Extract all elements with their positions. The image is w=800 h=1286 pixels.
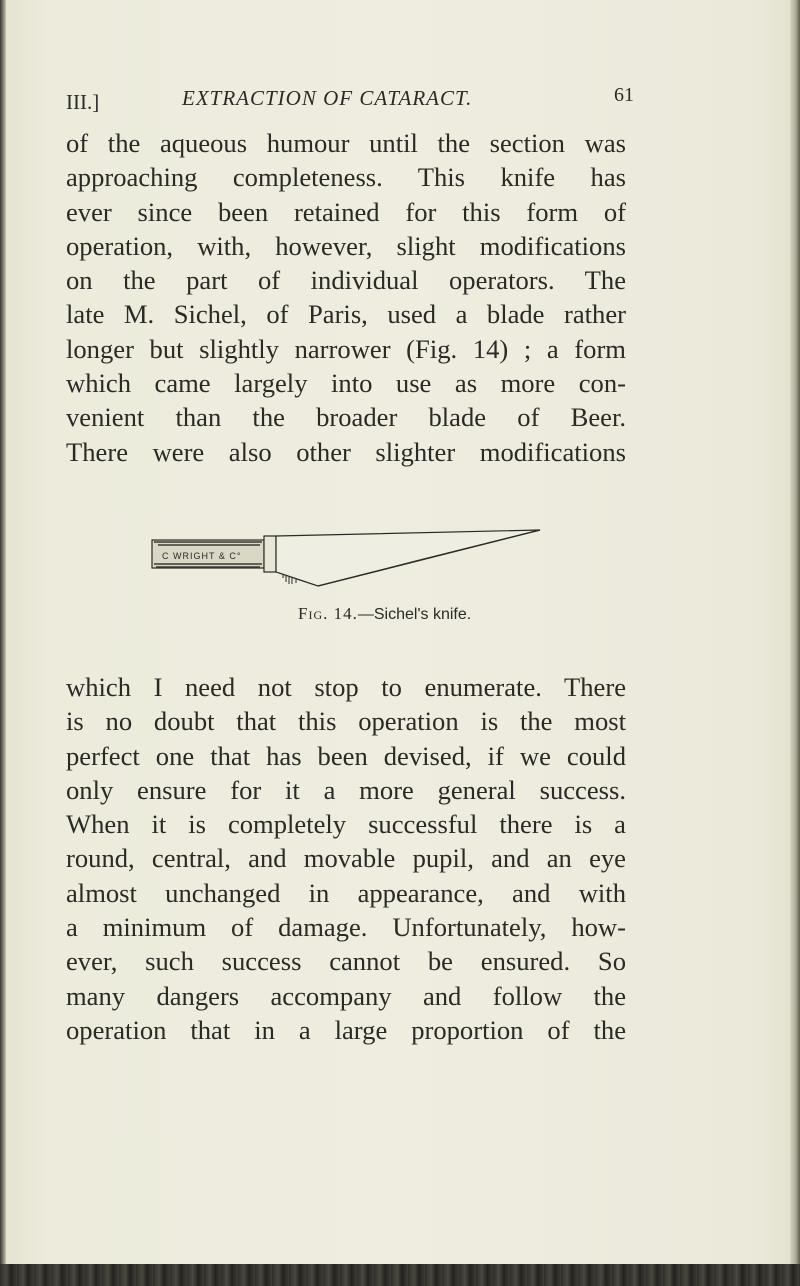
text-line: ever, such success cannot be ensured. So <box>66 946 626 977</box>
paragraph-after-figure <box>66 670 626 1047</box>
text-line: many dangers accompany and follow the <box>66 980 626 1011</box>
text-line: operation that in a large proportion of the <box>66 1014 626 1045</box>
text-line: almost unchanged in appearance, and with <box>66 877 626 908</box>
text-line: late M. Sichel, of Paris, used a blade rather <box>66 299 626 330</box>
text-line: approaching completeness. This knife has <box>66 162 626 193</box>
text-line: There were also other slighter modifications <box>66 436 626 467</box>
page-bottom-edge <box>0 1264 800 1286</box>
text-line: longer but slightly narrower (Fig. 14) ; a form <box>66 333 626 364</box>
figure-caption-text: —Sichel's knife. <box>357 606 472 623</box>
text-line: of the aqueous humour until the section was <box>66 128 626 158</box>
running-title: EXTRACTION OF CATARACT. <box>182 86 473 110</box>
knife-blade <box>276 530 540 586</box>
text-line: is no doubt that this operation is the most <box>66 706 626 737</box>
text-line: which I need not stop to enumerate. There <box>66 672 626 702</box>
text-line: a minimum of damage. Unfortunately, how- <box>66 912 626 943</box>
chapter-marker: III.] <box>66 90 100 114</box>
page-binding-edge <box>0 0 6 1286</box>
knife-ferrule <box>264 536 276 572</box>
text-line: perfect one that has been devised, if we could <box>66 740 626 771</box>
running-header <box>66 86 706 116</box>
sichel-knife-illustration <box>150 528 550 598</box>
page-number: 61 <box>614 84 634 106</box>
maker-mark: C WRIGHT & C° <box>162 551 242 561</box>
text-line: which came largely into use as more con- <box>66 368 626 399</box>
text-line: When it is completely successful there is a <box>66 809 626 840</box>
page-right-edge <box>790 0 800 1286</box>
figure-label: Fig. 14. <box>298 604 358 623</box>
text-line: round, central, and movable pupil, and an eye <box>66 843 626 874</box>
text-line: only ensure for it a more general success. <box>66 774 626 805</box>
text-line: venient than the broader blade of Beer. <box>66 402 626 433</box>
text-line: ever since been retained for this form of <box>66 196 626 227</box>
paragraph-before-figure <box>66 126 626 469</box>
text-line: on the part of individual operators. The <box>66 265 626 296</box>
text-line: operation, with, however, slight modifications <box>66 230 626 261</box>
